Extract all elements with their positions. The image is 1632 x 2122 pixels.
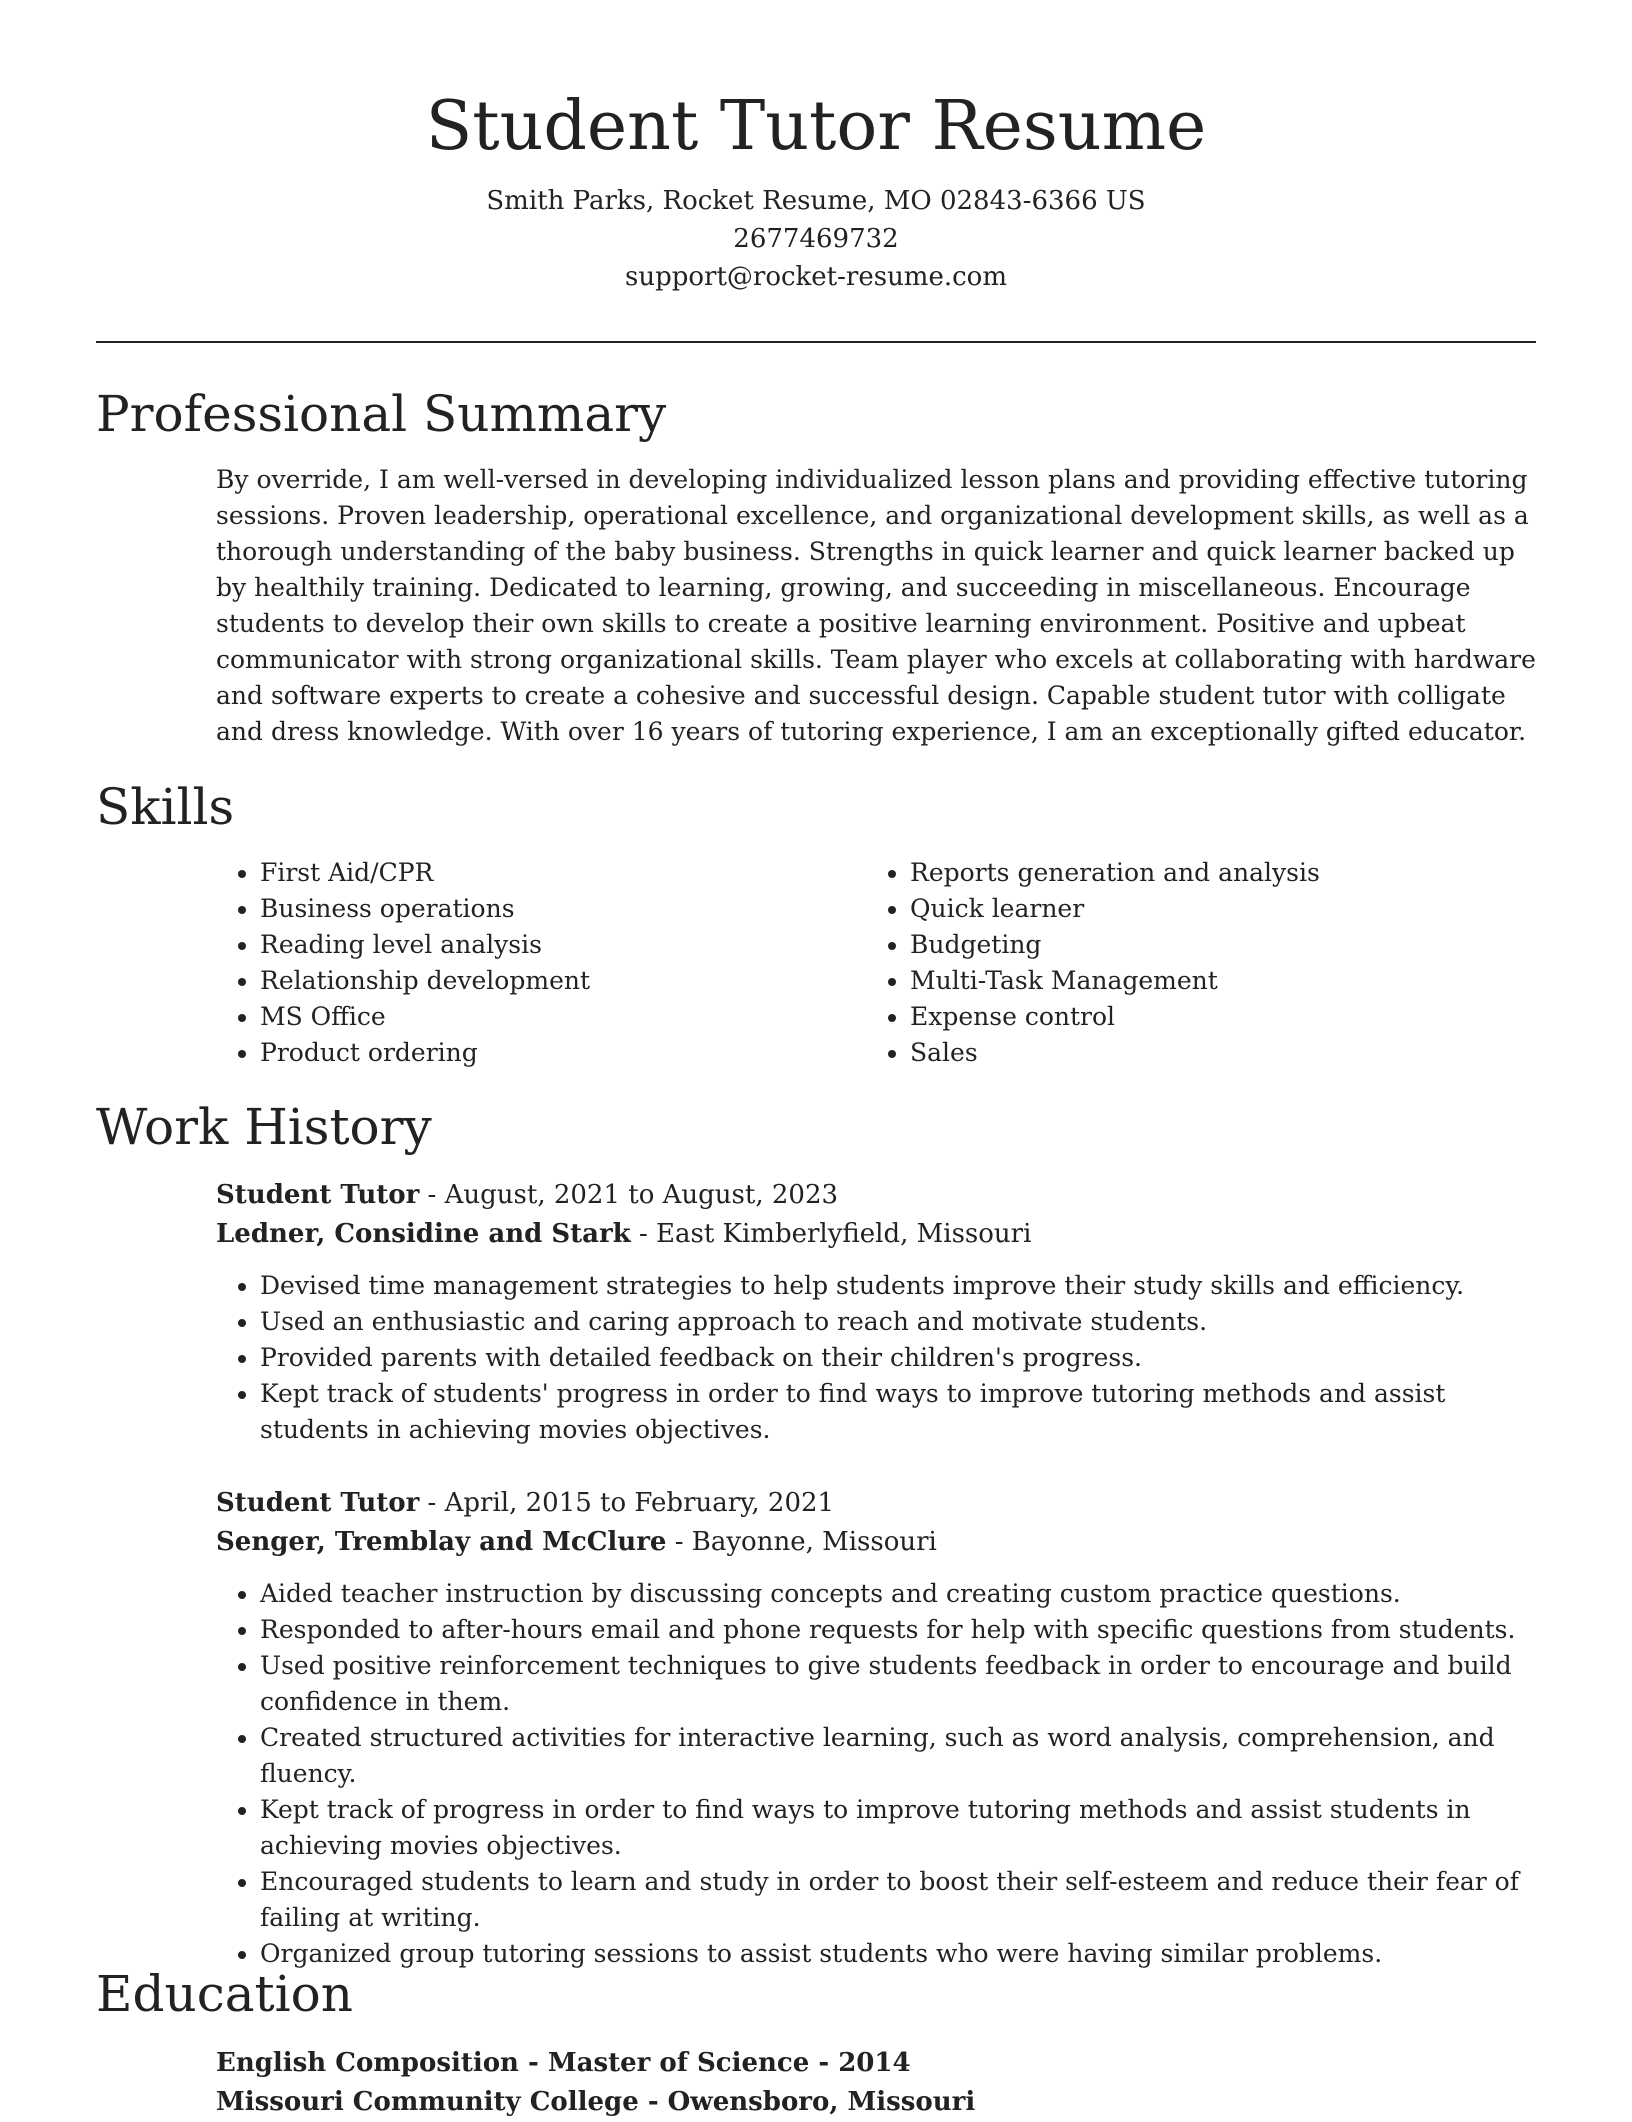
contact-block — [96, 182, 1536, 296]
job-entry — [216, 1484, 1536, 1972]
job-entry — [216, 1176, 1536, 1448]
job-title-line — [216, 1176, 1536, 1215]
skill-item: • Product ordering — [260, 1035, 816, 1071]
job-title: Student Tutor — [216, 1488, 420, 1518]
job-bullet-list — [216, 1576, 1536, 1972]
job-location: - Bayonne, Missouri — [666, 1527, 937, 1557]
page-title: Student Tutor Resume — [425, 87, 1207, 166]
job-bullet: • Provided parents with detailed feedback on their children's progress. — [260, 1340, 1536, 1376]
work-history-heading: Work History — [96, 1098, 432, 1156]
job-bullet: • Created structured activities for interactive learning, such as word analysis, comprehension, and fluency. — [260, 1720, 1536, 1792]
job-bullet: • Organized group tutoring sessions to assist students who were having similar problems. — [260, 1936, 1536, 1972]
job-bullet: • Responded to after-hours email and phone requests for help with specific questions from students. — [260, 1612, 1536, 1648]
job-bullet: • Kept track of progress in order to find ways to improve tutoring methods and assist students in achieving movies objectives. — [260, 1792, 1536, 1864]
job-bullet: • Kept track of students' progress in order to find ways to improve tutoring methods and assist students in achieving movies objectives. — [260, 1376, 1536, 1448]
job-company: Senger, Tremblay and McClure — [216, 1527, 667, 1557]
education-degree-line: English Composition - Master of Science - 2014 — [216, 2048, 911, 2078]
job-dates: - August, 2021 to August, 2023 — [419, 1180, 839, 1210]
summary-section — [216, 462, 1536, 750]
skill-item: • Quick learner — [910, 891, 1466, 927]
job-bullet: • Used an enthusiastic and caring approach to reach and motivate students. — [260, 1304, 1536, 1340]
contact-phone: 2677469732 — [733, 224, 899, 254]
education-entry — [216, 2044, 1536, 2122]
skill-item: • Reports generation and analysis — [910, 855, 1466, 891]
job-location: - East Kimberlyfield, Missouri — [630, 1219, 1032, 1249]
summary-text: By override, I am well-versed in developing individualized lesson plans and providing effective tutoring sessions. Proven leadership, operational excellence, and organizational development skills, as well as a thorough understanding of the baby business. Strengths in quick learner and quick learner backed up by healthily training. Dedicated to learning, growing, and succeeding in miscellaneous. Encourage students to develop their own skills to create a positive learning environment. Positive and upbeat communicator with strong organizational skills. Team player who excels at collaborating with hardware and software experts to create a cohesive and successful design. Capable student tutor with colligate and dress knowledge. With over 16 years of tutoring experience, I am an exceptionally gifted educator. — [216, 465, 1536, 746]
skill-item: • Relationship development — [260, 963, 816, 999]
education-heading: Education — [96, 1965, 353, 2023]
skill-item: • Budgeting — [910, 927, 1466, 963]
job-bullet: • Encouraged students to learn and study in order to boost their self-esteem and reduce their fear of failing at writing. — [260, 1864, 1536, 1936]
job-company-line — [216, 1523, 1536, 1562]
job-company: Ledner, Considine and Stark — [216, 1219, 631, 1249]
skills-list-left — [216, 855, 816, 1071]
job-dates: - April, 2015 to February, 2021 — [419, 1488, 835, 1518]
skill-item: • Multi-Task Management — [910, 963, 1466, 999]
contact-email: support@rocket-resume.com — [624, 262, 1007, 292]
job-bullet-list — [216, 1268, 1536, 1448]
skills-left-column — [216, 855, 816, 1071]
job-title: Student Tutor — [216, 1180, 420, 1210]
skill-item: • MS Office — [260, 999, 816, 1035]
job-company-line — [216, 1215, 1536, 1254]
skills-heading: Skills — [96, 778, 235, 836]
skills-right-column — [866, 855, 1466, 1071]
skill-item: • Sales — [910, 1035, 1466, 1071]
job-bullet: • Aided teacher instruction by discussing concepts and creating custom practice questions. — [260, 1576, 1536, 1612]
job-bullet: • Used positive reinforcement techniques to give students feedback in order to encourage and build confidence in them. — [260, 1648, 1536, 1720]
education-school-line: Missouri Community College - Owensboro, Missouri — [216, 2087, 976, 2117]
job-title-line — [216, 1484, 1536, 1523]
header-divider — [96, 341, 1536, 343]
skill-item: • Business operations — [260, 891, 816, 927]
skills-list-right — [866, 855, 1466, 1071]
summary-heading: Professional Summary — [96, 385, 667, 443]
job-bullet: • Devised time management strategies to help students improve their study skills and efficiency. — [260, 1268, 1536, 1304]
skill-item: • Expense control — [910, 999, 1466, 1035]
contact-address: Smith Parks, Rocket Resume, MO 02843-6366 US — [486, 186, 1146, 216]
skill-item: • Reading level analysis — [260, 927, 816, 963]
skill-item: • First Aid/CPR — [260, 855, 816, 891]
resume-header — [96, 82, 1536, 296]
